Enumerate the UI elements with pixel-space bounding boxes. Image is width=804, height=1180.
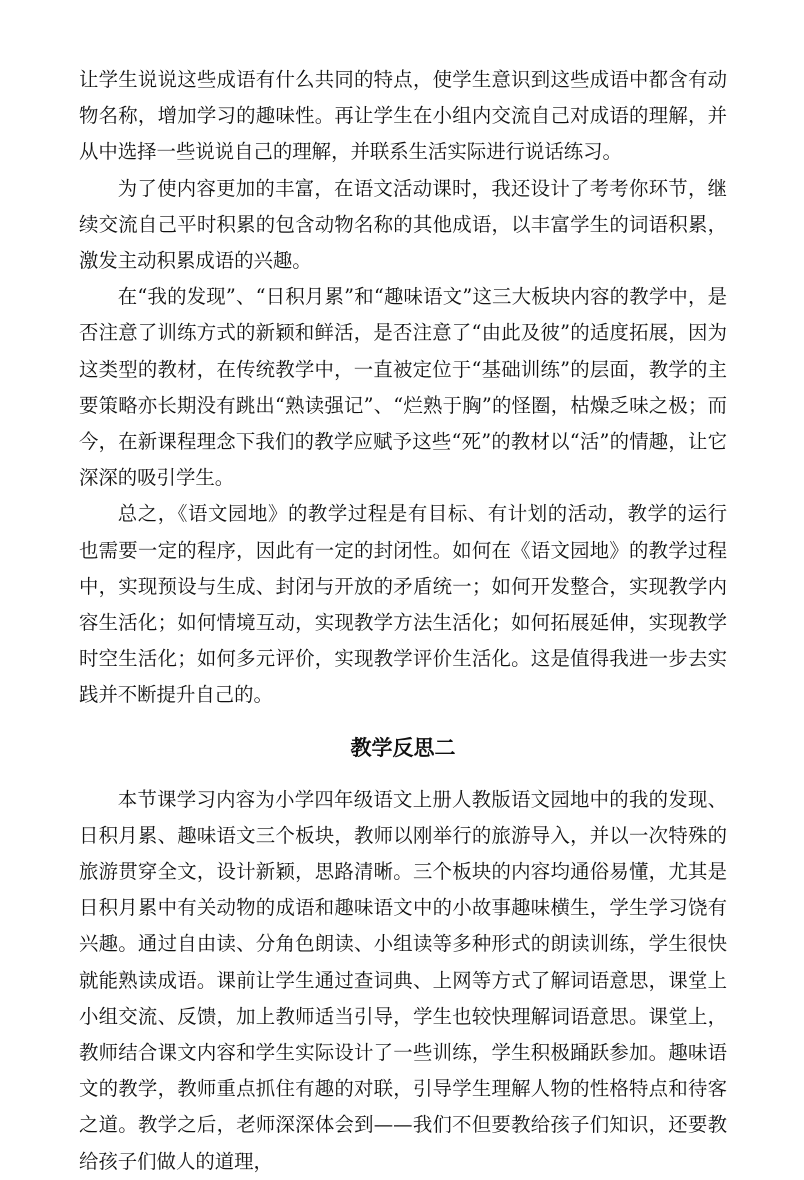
paragraph: 本节课学习内容为小学四年级语文上册人教版语文园地中的我的发现、日积月累、趣味语文三个板块，教师以刚举行的旅游导入，并以一次特殊的旅游贯穿全文，设计新颖，思路清晰。三个板块的内容均通俗易懂，尤其是日积月累中有关动物的成语和趣味语文中的小故事趣味横生，学生学习饶有兴趣。通过自由读、分角色朗读、小组读等多种形式的朗读训练，学生很快就能熟读成语。课前让学生通过查词典、上网等方式了解词语意思，课堂上小组交流、反馈，加上教师适当引导，学生也较快理解词语意思。课堂上，教师结合课文内容和学生实际设计了一些训练，学生积极踊跃参加。趣味语文的教学，教师重点抓住有趣的对联，引导学生理解人物的性格特点和待客之道。教学之后，老师深深体会到——我们不但要教给孩子们知识，还要教给孩子们做人的道理，: [79, 787, 727, 1173]
paragraph: 在“我的发现”、“日积月累”和“趣味语文”这三大板块内容的教学中，是否注意了训练方式的新颖和鲜活，是否注意了“由此及彼”的适度拓展，因为这类型的教材，在传统教学中，一直被定位于“基础训练”的层面，教学的主要策略亦长期没有跳出“熟读强记”、“烂熟于胸”的怪圈，枯燥乏味之极；而今，在新课程理念下我们的教学应赋予这些“死”的教材以“活”的情趣，让它深深的吸引学生。: [79, 285, 727, 490]
paragraph-continued: 让学生说说这些成语有什么共同的特点，使学生意识到这些成语中都含有动物名称，增加学习的趣味性。再让学生在小组内交流自己对成语的理解，并从中选择一些说说自己的理解，并联系生活实际进行说话练习。: [79, 68, 727, 164]
document-page: [79, 62, 727, 1180]
paragraph: 为了使内容更加的丰富，在语文活动课时，我还设计了考考你环节，继续交流自己平时积累的包含动物名称的其他成语，以丰富学生的词语积累，激发主动积累成语的兴趣。: [79, 176, 727, 273]
section-title: 教学反思二: [350, 735, 456, 760]
paragraph: 总之，《语文园地》的教学过程是有目标、有计划的活动，教学的运行也需要一定的程序，因此有一定的封闭性。如何在《语文园地》的教学过程中，实现预设与生成、封闭与开放的矛盾统一；如何开发整合，实现教学内容生活化；如何情境互动，实现教学方法生活化；如何拓展延伸，实现教学时空生活化；如何多元评价，实现教学评价生活化。这是值得我进一步去实践并不断提升自己的。: [79, 502, 727, 707]
